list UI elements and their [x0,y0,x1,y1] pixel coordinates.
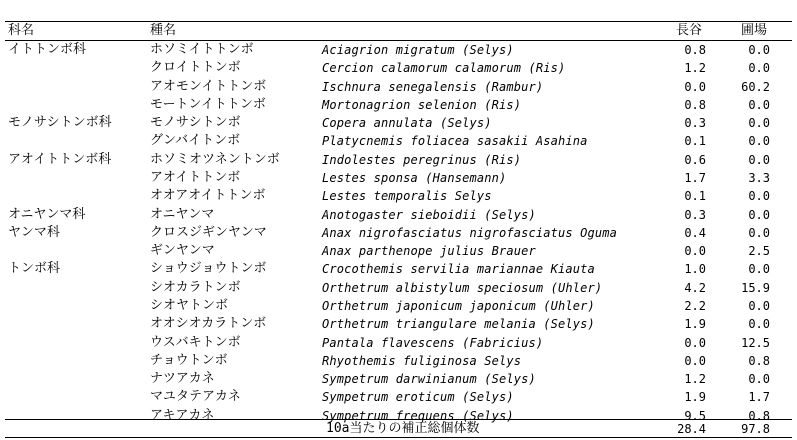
total-label: 10a当たりの補正総個体数 [326,421,480,436]
scientific-name-cell: Lestes temporalis Selys [322,189,492,204]
value-hase-cell: 0.8 [684,97,706,112]
value-field-cell: 0.0 [748,225,770,240]
value-field-cell: 0.8 [748,353,770,368]
species-name-cell: ホソミイトトンボ [150,42,254,57]
value-field-cell: 0.0 [748,43,770,57]
total-row [0,420,797,438]
table-row [0,279,797,297]
value-hase-cell: 9.5 [684,408,706,423]
family-cell: イトトンボ科 [8,42,87,57]
species-name-cell: モートンイトトンボ [150,96,266,112]
value-hase-cell: 1.7 [684,171,706,185]
value-field-cell: 0.0 [748,152,770,167]
table-row [0,187,797,205]
scientific-name-cell: Sympetrum eroticum (Selys) [322,390,514,405]
table-row [0,297,797,315]
value-hase-cell: 1.0 [684,262,706,277]
header-site-field: 圃場 [741,23,768,38]
table-row [0,315,797,333]
value-field-cell: 0.0 [748,207,770,222]
species-name-cell: アキアカネ [150,407,215,423]
table-row [0,370,797,388]
value-hase-cell: 1.9 [684,390,706,405]
species-name-cell: シオカラトンボ [150,279,241,295]
value-field-cell: 0.8 [748,408,770,423]
scientific-name-cell: Orthetrum triangulare melania (Selys) [322,317,595,332]
species-name-cell: ショウジョウトンボ [150,261,267,277]
family-cell: アオイトトンボ科 [8,151,112,167]
species-name-cell: オニヤンマ [150,206,215,222]
scientific-name-cell: Pantala flavescens (Fabricius) [322,335,544,350]
value-hase-cell: 1.2 [684,372,706,386]
value-hase-cell: 0.0 [684,244,706,259]
scientific-name-cell: Rhyothemis fuliginosa Selys [322,353,522,368]
species-name-cell: ホソミオツネントンボ [150,151,280,167]
scientific-name-cell: Copera annulata (Selys) [322,116,492,131]
family-cell: オニヤンマ科 [8,206,86,222]
family-cell: トンボ科 [8,261,61,277]
species-name-cell: アオイトトンボ [150,170,241,185]
value-field-cell: 0.0 [748,189,770,204]
table-row [0,41,797,59]
species-name-cell: アオモンイトトンボ [150,78,267,94]
value-hase-cell: 0.0 [684,79,706,94]
value-field-cell: 3.3 [748,171,770,185]
table-row [0,224,797,242]
value-hase-cell: 0.1 [684,134,706,149]
table-row [0,260,797,278]
value-field-cell: 15.9 [741,280,770,295]
total-hase: 28.4 [677,422,706,436]
value-hase-cell: 0.3 [684,116,706,131]
family-cell: モノサシトンボ科 [8,115,112,131]
scientific-name-cell: Sympetrum darwinianum (Selys) [322,372,536,386]
species-name-cell: オオアオイトトンボ [150,188,266,204]
value-field-cell: 0.0 [748,298,770,313]
scientific-name-cell: Orthetrum japonicum japonicum (Uhler) [322,298,595,313]
value-hase-cell: 0.6 [684,152,706,167]
table-row [0,169,797,187]
table-row [0,206,797,224]
table-row [0,59,797,77]
value-field-cell: 0.0 [748,134,770,149]
species-name-cell: モノサシトンボ [150,115,241,131]
scientific-name-cell: Anax parthenope julius Brauer [322,244,536,259]
table-row [0,388,797,406]
species-name-cell: ギンヤンマ [150,243,215,259]
species-name-cell: クロイトトンボ [150,60,241,76]
value-hase-cell: 1.2 [684,61,706,76]
scientific-name-cell: Anax nigrofasciatus nigrofasciatus Oguma [322,225,617,240]
scientific-name-cell: Indolestes peregrinus (Ris) [322,152,522,167]
species-name-cell: オオシオカラトンボ [150,316,267,332]
scientific-name-cell: Aciagrion migratum (Selys) [322,43,514,57]
total-field: 97.8 [741,422,770,436]
species-name-cell: チョウトンボ [150,352,228,368]
value-hase-cell: 0.1 [684,189,706,204]
table-row [0,114,797,132]
header-site-hase: 長谷 [676,23,703,38]
value-field-cell: 1.7 [748,390,770,405]
species-name-cell: クロスジギンヤンマ [150,224,267,240]
value-hase-cell: 0.3 [684,207,706,222]
value-field-cell: 0.0 [748,372,770,386]
value-hase-cell: 2.2 [684,298,706,313]
species-name-cell: グンバイトンボ [150,133,241,149]
species-name-cell: マユタテアカネ [150,389,241,405]
species-name-cell: ウスバキトンボ [150,334,241,350]
scientific-name-cell: Anotogaster sieboidii (Selys) [322,207,536,222]
scientific-name-cell: Sympetrum frequens (Selys) [322,408,514,423]
value-field-cell: 0.0 [748,262,770,277]
value-hase-cell: 0.8 [684,43,706,57]
value-field-cell: 0.0 [748,61,770,76]
header-family: 科名 [8,23,35,38]
scientific-name-cell: Ischnura senegalensis (Rambur) [322,79,544,94]
value-field-cell: 2.5 [748,244,770,259]
table-bottom-rule [5,437,792,438]
table-header [0,22,797,40]
scientific-name-cell: Mortonagrion selenion (Ris) [322,97,522,112]
family-cell: ヤンマ科 [8,224,60,240]
value-field-cell: 0.0 [748,317,770,332]
species-name-cell: ナツアカネ [150,371,215,386]
value-field-cell: 0.0 [748,116,770,131]
value-hase-cell: 0.4 [684,225,706,240]
value-hase-cell: 0.0 [684,335,706,350]
value-field-cell: 12.5 [741,335,770,350]
scientific-name-cell: Cercion calamorum calamorum (Ris) [322,61,566,76]
value-field-cell: 60.2 [741,79,770,94]
value-hase-cell: 4.2 [684,280,706,295]
scientific-name-cell: Lestes sponsa (Hansemann) [322,171,507,185]
species-name-cell: シオヤトンボ [150,297,229,313]
value-hase-cell: 1.9 [684,317,706,332]
table-row [0,78,797,96]
header-species: 種名 [150,23,177,38]
value-field-cell: 0.0 [748,97,770,112]
table-row [0,242,797,260]
value-hase-cell: 0.0 [684,353,706,368]
table-row [0,132,797,150]
scientific-name-cell: Platycnemis foliacea sasakii Asahina [322,134,588,149]
table-row [0,96,797,114]
scientific-name-cell: Crocothemis servilia mariannae Kiauta [322,262,595,277]
table-row [0,352,797,370]
scientific-name-cell: Orthetrum albistylum speciosum (Uhler) [322,280,603,295]
table-row [0,151,797,169]
table-row [0,334,797,352]
